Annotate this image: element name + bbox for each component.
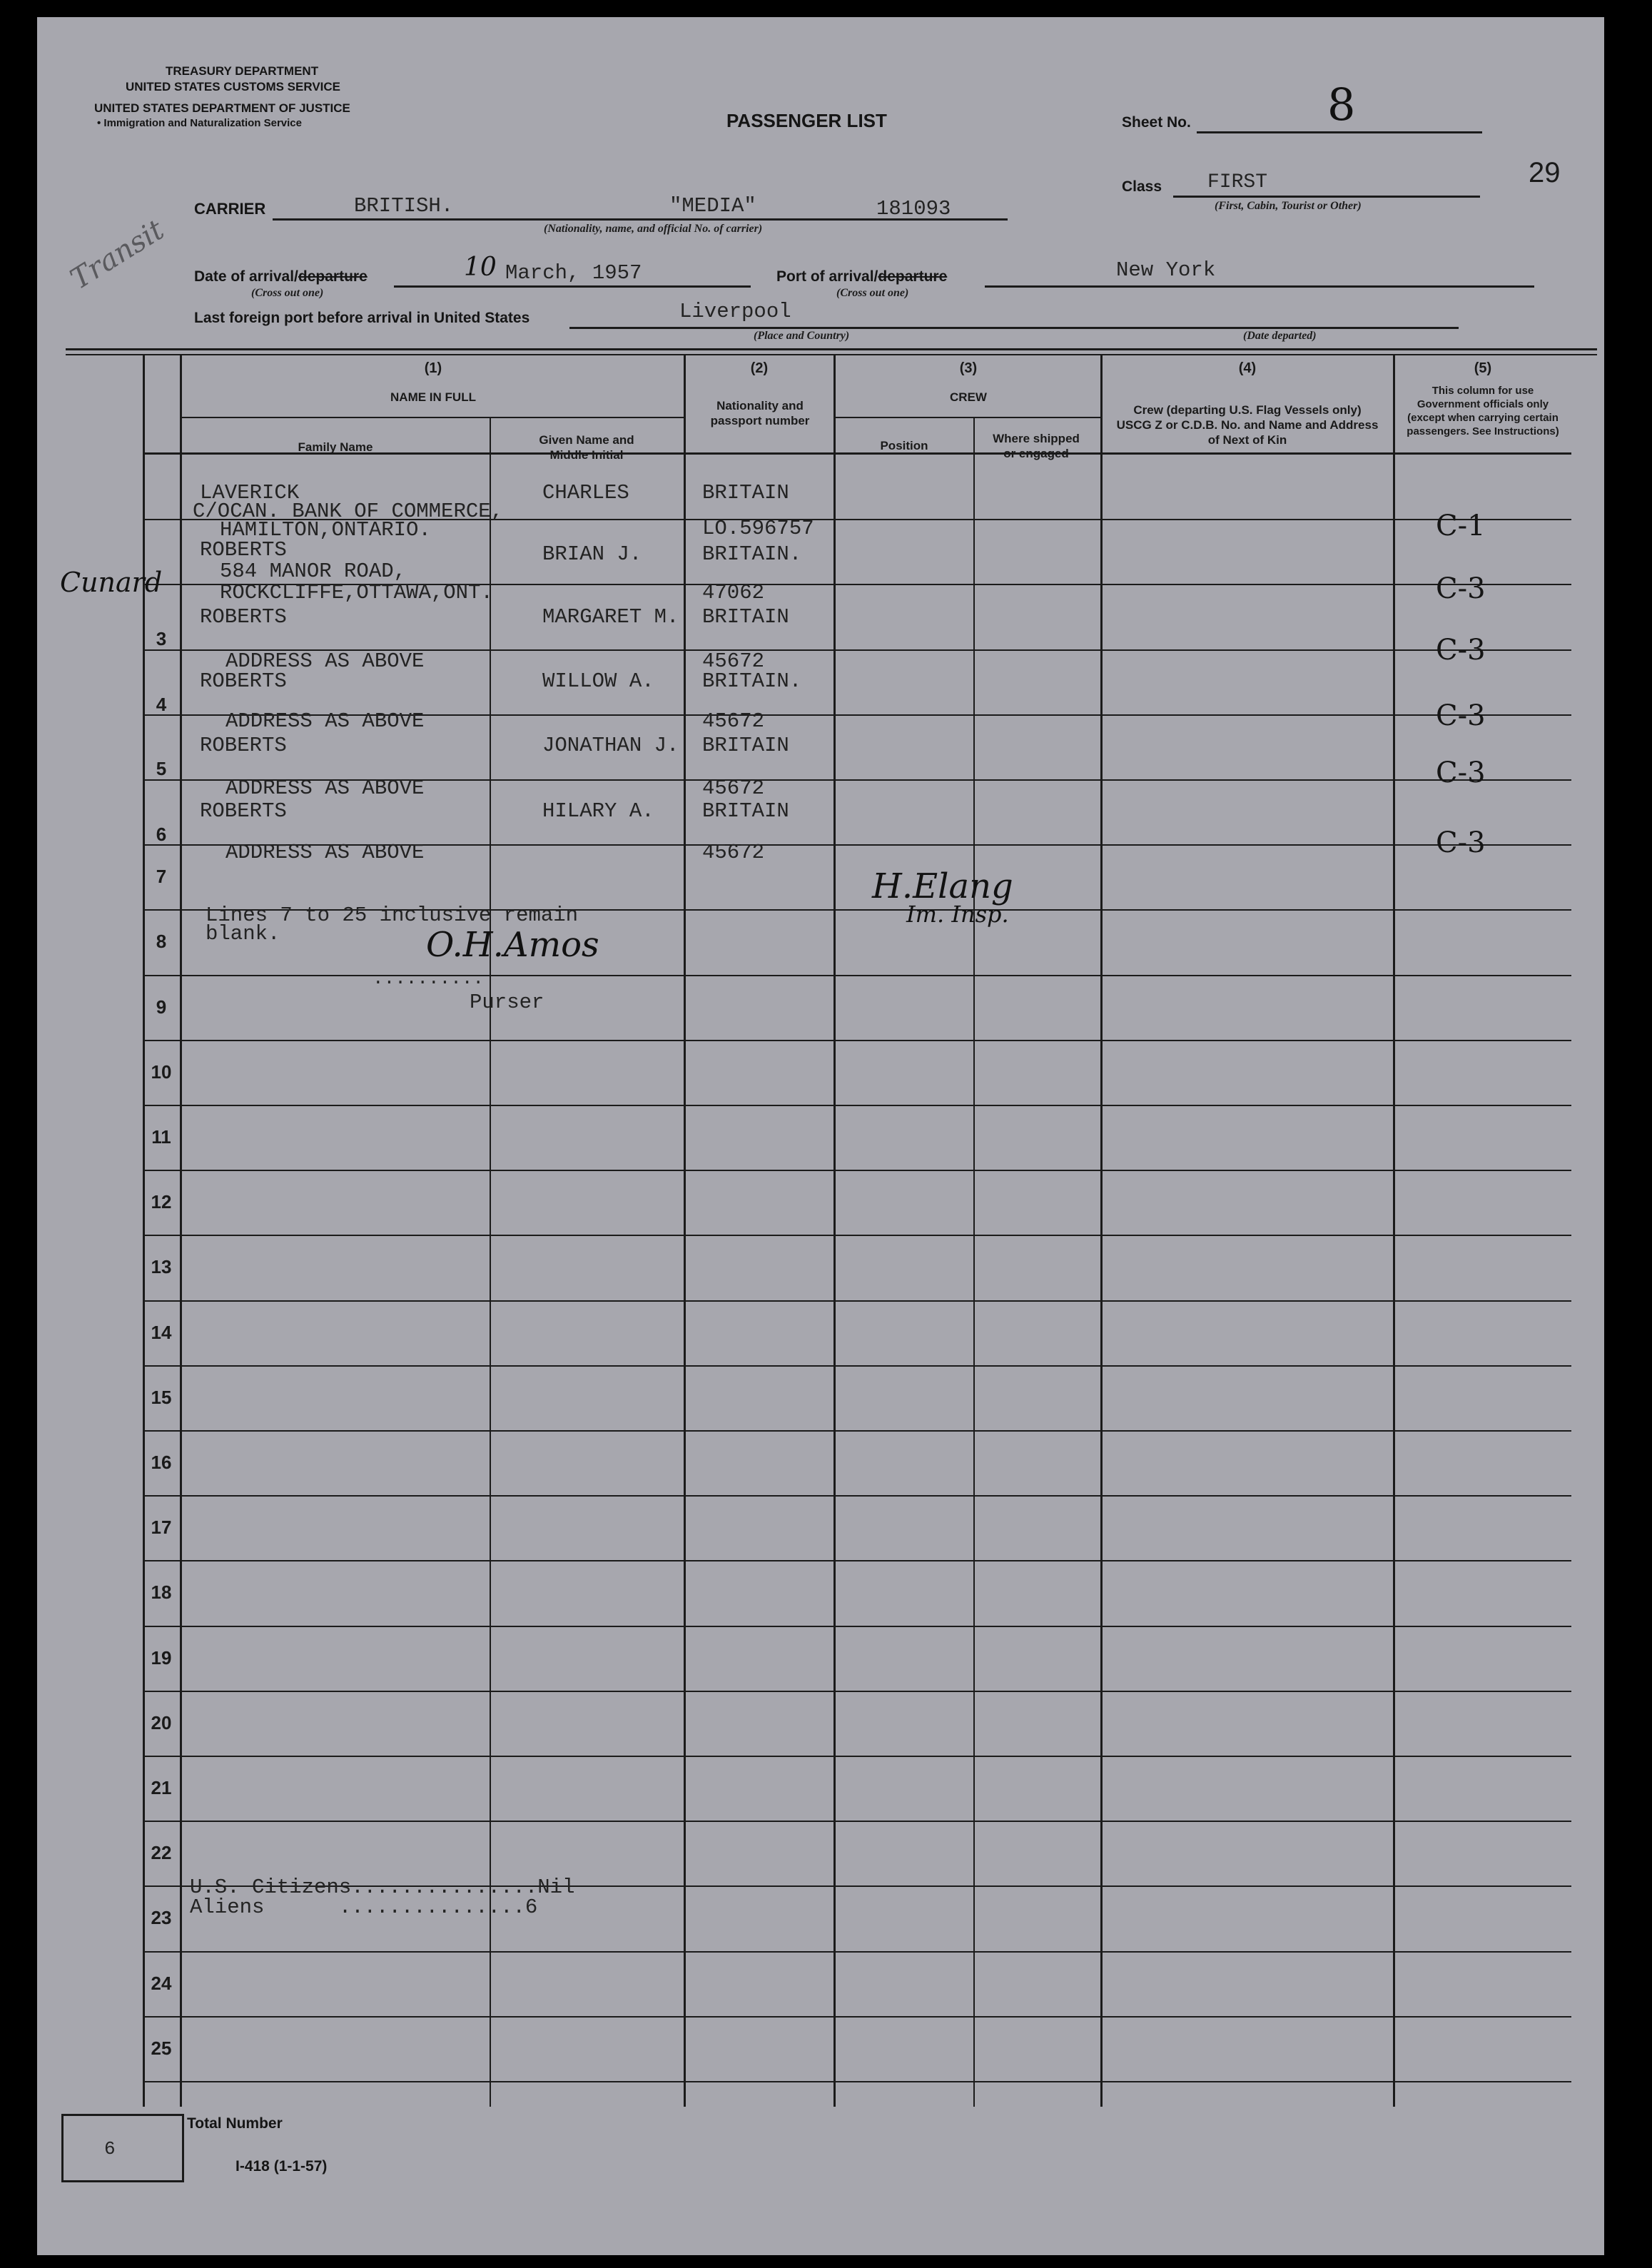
row-number-25: 25 (151, 2037, 172, 2059)
officer-signature: H.Elang (872, 866, 1013, 906)
row1-family: LAVERICK (200, 481, 300, 505)
blank-note-line-1: Lines 7 to 25 inclusive remain (206, 903, 579, 927)
col5-title: This column for use Government officials only (except when carrying certain passengers. See Instructions) (1407, 385, 1559, 437)
agency-line-2: UNITED STATES CUSTOMS SERVICE (126, 80, 341, 93)
row5-family: ROBERTS (200, 734, 287, 757)
row-number-11: 11 (151, 1126, 171, 1148)
aliens-count: Aliens ...............6 (190, 1895, 538, 1919)
purser-signature: O.H.Amos (426, 925, 599, 965)
row-divider (144, 1235, 1571, 1236)
row-divider (144, 1691, 1571, 1692)
row1-code: C-1 (1436, 510, 1486, 542)
agency-line-1: TREASURY DEPARTMENT (166, 64, 319, 78)
row4-passport: 45672 (702, 709, 765, 733)
page-number: 29 (1529, 157, 1561, 188)
row-divider (144, 1300, 1571, 1302)
row1-nationality: BRITAIN (702, 481, 789, 505)
total-number-label: Total Number (187, 2115, 283, 2132)
row3-nationality: BRITAIN (702, 605, 789, 629)
row-number-4: 4 (156, 694, 167, 715)
port-value: New York (1116, 258, 1216, 282)
us-citizens-count: U.S. Citizens...............Nil (190, 1875, 575, 1899)
form-number: I-418 (1-1-57) (235, 2158, 328, 2175)
row-number-6: 6 (156, 824, 167, 845)
col4-title: Crew (departing U.S. Flag Vessels only) USCG Z or C.D.B. No. and Name and Address of Next of Kin (1116, 403, 1379, 447)
row1-passport: LO.596757 (702, 517, 814, 540)
row-number-16: 16 (151, 1452, 172, 1473)
row3-passport: 45672 (702, 649, 765, 673)
carrier-label: CARRIER (194, 200, 266, 218)
sheet-number: 8 (1327, 79, 1356, 131)
row2-family: ROBERTS (200, 538, 287, 562)
row-divider (144, 1560, 1571, 1561)
date-departed-caption: (Date departed) (1243, 330, 1317, 342)
row-divider (144, 1365, 1571, 1367)
transit-note: Transit (64, 213, 170, 296)
col1-number: (1) (424, 360, 442, 376)
row-divider (144, 1495, 1571, 1497)
class-value: FIRST (1207, 171, 1268, 193)
purser-label: Purser (470, 991, 544, 1014)
row2-given: BRIAN J. (542, 542, 642, 566)
row1-address2: HAMILTON,ONTARIO. (220, 518, 431, 542)
row-number-19: 19 (151, 1647, 172, 1669)
purser-dots: .......... (373, 968, 485, 989)
row-divider (144, 1105, 1571, 1106)
row-divider (144, 1430, 1571, 1432)
port-label: Port of arrival/departure (776, 268, 948, 285)
class-label: Class (1122, 178, 1162, 195)
row-number-23: 23 (151, 1907, 172, 1928)
row3-given: MARGARET M. (542, 605, 679, 629)
carrier-name: "MEDIA" (669, 194, 756, 218)
row-number-12: 12 (151, 1191, 172, 1213)
row-divider (144, 1821, 1571, 1822)
row-divider (144, 1040, 1571, 1041)
row-divider (144, 1626, 1571, 1627)
row-divider (144, 975, 1571, 976)
total-number-box (61, 2114, 184, 2182)
row4-code: C-3 (1436, 699, 1486, 732)
row-number-21: 21 (151, 1777, 172, 1798)
row3-family: ROBERTS (200, 605, 287, 629)
row3-code: C-3 (1436, 634, 1486, 667)
col-where-shipped: Where shipped or engaged (993, 432, 1080, 460)
row-number-24: 24 (151, 1973, 172, 1994)
col-position: Position (880, 439, 928, 452)
col5-number: (5) (1474, 360, 1492, 376)
row-number-13: 13 (151, 1256, 172, 1277)
last-port-caption: (Place and Country) (754, 330, 850, 342)
col2-title: Nationality and passport number (710, 399, 810, 427)
class-caption: (First, Cabin, Tourist or Other) (1215, 200, 1362, 212)
row-number-20: 20 (151, 1712, 172, 1733)
row-number-9: 9 (156, 996, 167, 1018)
date-cross-out: (Cross out one) (251, 287, 324, 299)
agency-line-3: UNITED STATES DEPARTMENT OF JUSTICE (94, 101, 350, 115)
row2-address1: 584 MANOR ROAD, (220, 560, 407, 583)
row-number-18: 18 (151, 1581, 172, 1603)
row5-address: ADDRESS AS ABOVE (225, 776, 425, 800)
row2-nationality: BRITAIN. (702, 542, 802, 566)
col3-number: (3) (959, 360, 978, 376)
row5-passport: 45672 (702, 776, 765, 800)
cunard-note: Cunard (60, 567, 163, 598)
carrier-caption: (Nationality, name, and official No. of carrier) (544, 223, 763, 235)
row2-passport: 47062 (702, 581, 765, 604)
row-number-5: 5 (156, 758, 167, 779)
carrier-nationality: BRITISH. (354, 194, 454, 218)
col4-number: (4) (1238, 360, 1257, 376)
blank-note-line-2: blank. (206, 922, 280, 946)
row-number-22: 22 (151, 1842, 172, 1863)
document-page (37, 17, 1604, 2255)
row-divider (144, 2016, 1571, 2018)
row-number-7: 7 (156, 866, 167, 887)
row2-address2: ROCKCLIFFE,OTTAWA,ONT. (220, 581, 493, 604)
row-number-8: 8 (156, 931, 167, 952)
row-number-10: 10 (151, 1061, 172, 1083)
row3-address: ADDRESS AS ABOVE (225, 649, 425, 673)
row5-nationality: BRITAIN (702, 734, 789, 757)
row-number-3: 3 (156, 628, 167, 649)
row-divider (144, 2081, 1571, 2082)
port-cross-out: (Cross out one) (836, 287, 909, 299)
sheet-label: Sheet No. (1122, 114, 1191, 131)
row5-code: C-3 (1436, 756, 1486, 789)
row-number-15: 15 (151, 1387, 172, 1408)
row4-nationality: BRITAIN. (702, 669, 802, 693)
row-divider (144, 1951, 1571, 1953)
row4-family: ROBERTS (200, 669, 287, 693)
row6-given: HILARY A. (542, 799, 654, 823)
row6-nationality: BRITAIN (702, 799, 789, 823)
date-day: 10 (464, 253, 497, 282)
date-label: Date of arrival/departure (194, 268, 368, 285)
row4-address: ADDRESS AS ABOVE (225, 709, 425, 733)
row1-address1: C/OCAN. BANK OF COMMERCE, (193, 500, 504, 523)
row6-family: ROBERTS (200, 799, 287, 823)
row6-address: ADDRESS AS ABOVE (225, 841, 425, 864)
row5-given: JONATHAN J. (542, 734, 679, 757)
row6-passport: 45672 (702, 841, 765, 864)
col-given-name: Given Name and Middle Initial (539, 433, 634, 462)
row-divider (144, 1756, 1571, 1757)
row4-given: WILLOW A. (542, 669, 654, 693)
col-family-name: Family Name (298, 440, 373, 454)
carrier-official-no: 181093 (876, 197, 951, 221)
officer-title: Im. Insp. (906, 901, 1009, 928)
last-port-label: Last foreign port before arrival in United States (194, 310, 530, 326)
row-divider (144, 1170, 1571, 1171)
date-rest: March, 1957 (505, 261, 642, 285)
last-port-value: Liverpool (679, 300, 791, 323)
row2-code: C-3 (1436, 572, 1486, 605)
col1-title: NAME IN FULL (390, 390, 476, 404)
row-number-17: 17 (151, 1517, 172, 1538)
col3-title: CREW (950, 390, 987, 404)
row6-code: C-3 (1436, 826, 1486, 859)
agency-line-4: • Immigration and Naturalization Service (97, 117, 302, 129)
row1-given: CHARLES (542, 481, 629, 505)
col2-number: (2) (750, 360, 769, 376)
row-number-14: 14 (151, 1322, 172, 1343)
total-number-value: 6 (104, 2138, 116, 2160)
page-title: PASSENGER LIST (726, 110, 887, 131)
